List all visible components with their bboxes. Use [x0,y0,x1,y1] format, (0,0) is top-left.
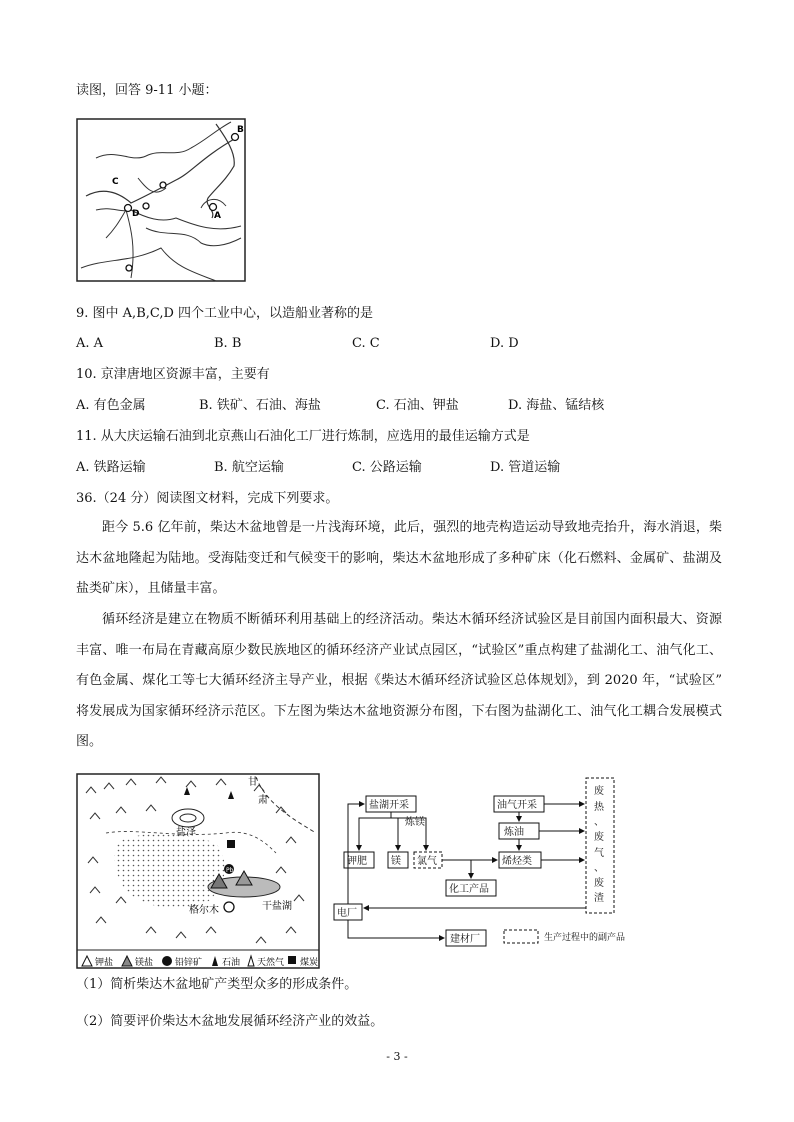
waste-char-7: 废 [594,878,604,889]
label-geermu: 格尔木 [189,905,219,916]
waste-char-5: 气 [594,848,604,859]
q9-option-a: A. A [76,336,104,351]
box-huagong: 化工产品 [449,884,489,895]
waste-char-8: 渣 [594,893,604,904]
waste-char-2: 热 [594,802,604,813]
q11-option-b: B. 航空运输 [214,460,284,475]
q9-option-d: D. D [490,336,519,351]
q36-heading: 36.（24 分）阅读图文材料，完成下列要求。 [76,491,339,506]
q36-paragraph-2: 循环经济是建立在物质不断循环利用基础上的经济活动。柴达木循环经济试验区是目前国内面积最大、资源 丰富、唯一布局在青藏高原少数民族地区的循环经济产业试点园区，“试验区”重点构建了盐湖化工、油气化工、 有色金属、煤化工等七大循环经济主导产业，根据《柴达木循环经济试验区总体规划》，到 2020 年，“试验区” 将发展成为国家循环经济示范区。下左图为柴达木盆地资源分布图，下右图为盐湖化工、油气化工耦合发展模式图。 [76,612,722,749]
map-label-d: D [132,209,140,219]
q10-option-a: A. 有色金属 [76,398,146,413]
waste-char-6: 、 [594,863,604,874]
label-lianmei: 炼镁 [405,817,425,828]
waste-char-1: 废 [594,786,604,797]
waste-char-4: 废 [594,832,604,843]
legend-oil: 石油 [222,958,241,968]
north-china-map [76,118,246,282]
box-youqi: 油气开采 [497,800,537,811]
legend-potash: 钾盐 [95,958,114,968]
label-su: 肃 [258,795,268,806]
q10-option-b: B. 铁矿、石油、海盐 [199,398,321,413]
label-yanze: 盐泽 [176,827,196,838]
q36-paragraph-1: 距今 5.6 亿年前，柴达木盆地曾是一片浅海环境，此后，强烈的地壳构造运动导致地壳抬升，海水消退，柴达木盆地隆起为陆地。受海陆变迁和气候变干的影响，柴达木盆地形成了多种矿床（化石燃料、金属矿、盐湖及 盐类矿床），且储量丰富。 [76,520,722,596]
box-dianchang: 电厂 [337,908,357,919]
label-gan: 甘 [248,777,258,788]
q11-option-a: A. 铁路运输 [76,460,146,475]
legend-byproduct: 生产过程中的副产品 [544,933,626,943]
box-xiting: 烯烃类 [502,856,532,867]
waste-char-3: 、 [594,817,604,828]
box-lianyou: 炼油 [504,827,524,838]
box-mei: 镁 [391,856,401,867]
q10-stem: 10. 京津唐地区资源丰富，主要有 [76,367,270,382]
q36-sub-1: （1）简析柴达木盆地矿产类型众多的形成条件。 [76,977,358,992]
q36-sub-2: （2）简要评价柴达木盆地发展循环经济产业的效益。 [76,1014,384,1029]
legend-lead-zinc: 铅锌矿 [175,958,203,968]
page-number: - 3 - [386,1050,408,1063]
map-label-b: B [237,125,244,135]
legend-magnesium: 镁盐 [135,958,154,968]
svg-text:Pb: Pb [226,867,234,874]
q11-option-d: D. 管道运输 [490,460,561,475]
label-ganyanhu: 干盐湖 [262,901,292,912]
box-yanhu: 盐湖开采 [369,800,409,811]
intro-text: 读图，回答 9-11 小题： [76,83,218,98]
q10-option-c: C. 石油、钾盐 [376,398,459,413]
q9-stem: 9. 图中 A,B,C,D 四个工业中心，以造船业著称的是 [76,306,374,321]
circular-economy-flow-diagram [330,773,660,953]
q9-option-c: C. C [352,336,380,351]
map-label-a: A [214,211,221,221]
q10-option-d: D. 海盐、锰结核 [508,398,605,413]
box-luqi: 氯气 [417,856,437,867]
legend-coal: 煤炭 [300,958,319,968]
box-jiancai: 建材厂 [450,934,480,945]
map-label-c: C [112,177,119,187]
legend-gas: 天然气 [257,958,285,968]
q9-option-b: B. B [214,336,242,351]
q11-stem: 11. 从大庆运输石油到北京燕山石油化工厂进行炼制，应选用的最佳运输方式是 [76,429,530,444]
q11-option-c: C. 公路运输 [352,460,422,475]
box-jiafei: 钾肥 [347,856,367,867]
